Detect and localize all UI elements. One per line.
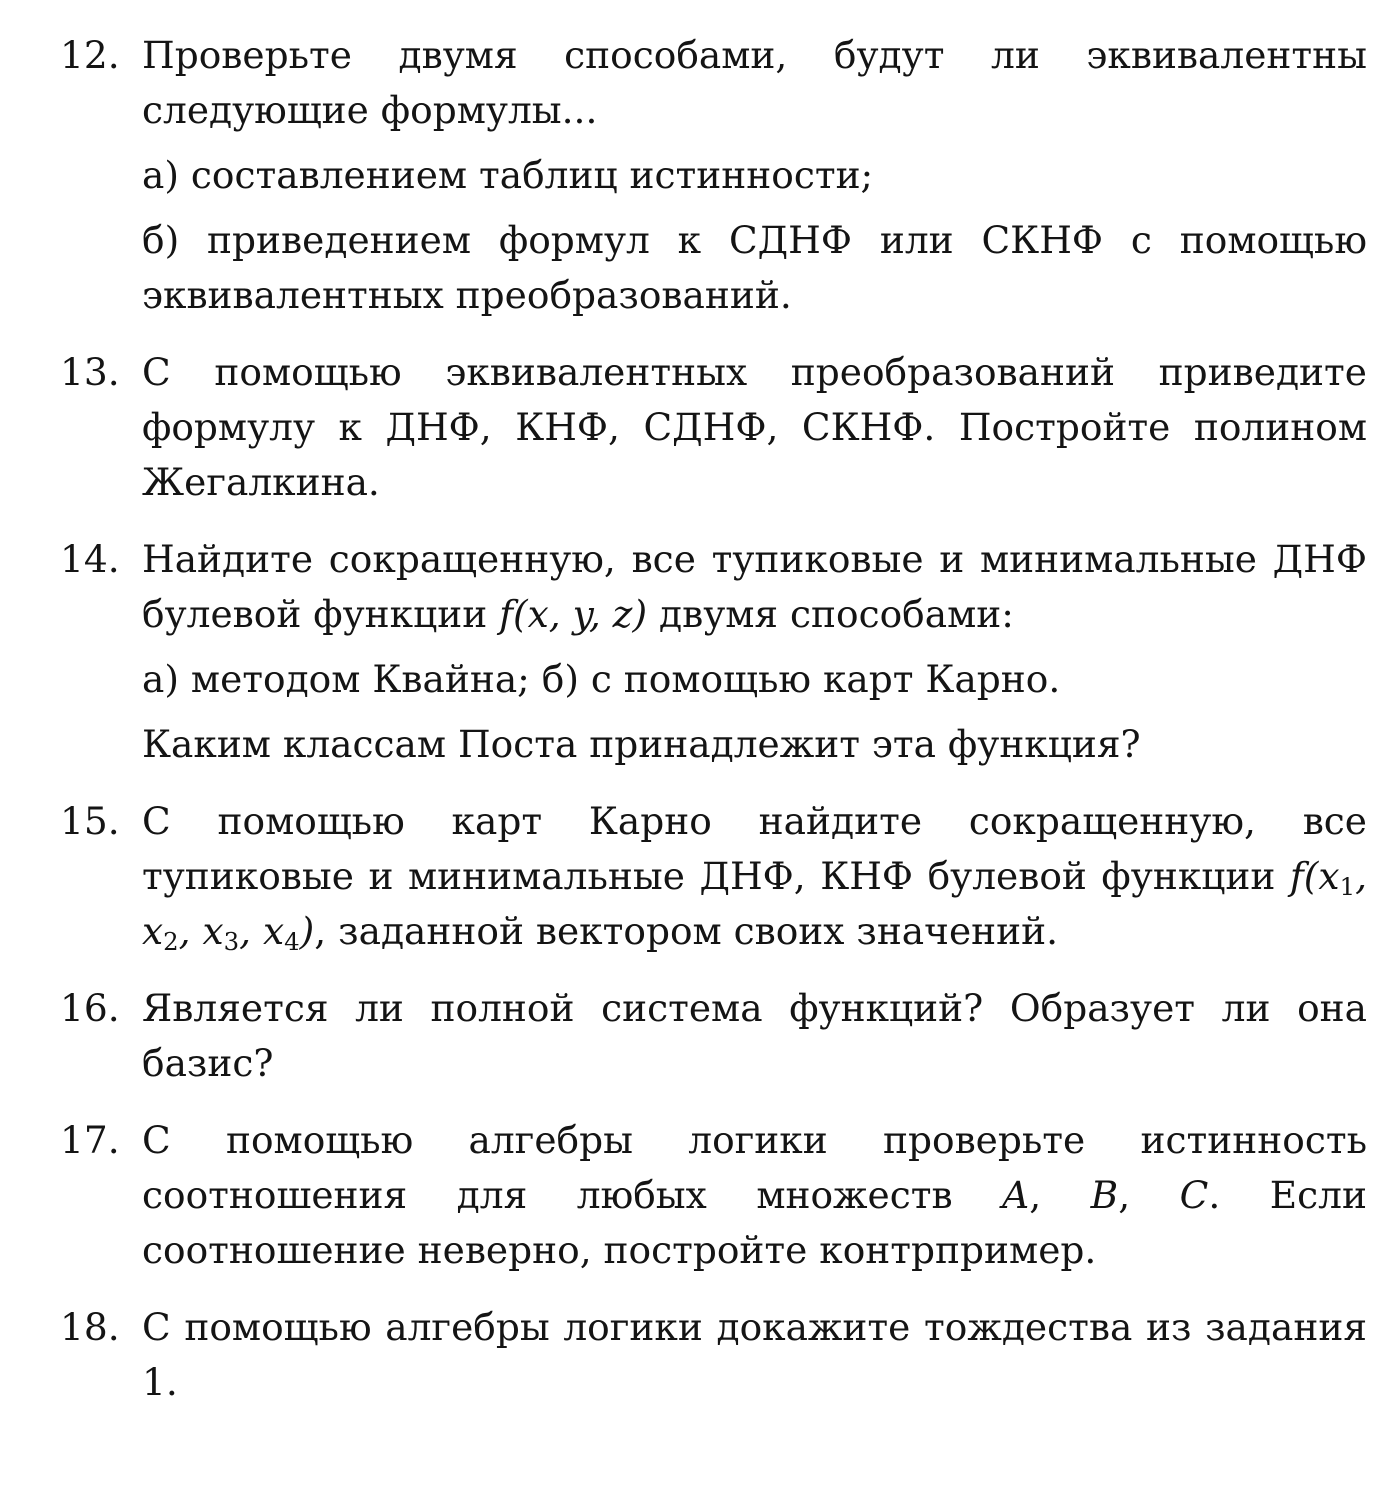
task-12 (60, 28, 1367, 323)
formula-part: , x (239, 909, 285, 953)
task-subitem-b: б) приведением формул к СДНФ или СКНФ с помощью эквивалентных преобразований. (142, 218, 1367, 317)
task-text-before: С помощью алгебры логики проверьте истинность соотношения для любых множеств (142, 1118, 1367, 1217)
set-a: A (1002, 1173, 1030, 1217)
formula-part: ) (299, 909, 315, 953)
set-c: C (1179, 1173, 1209, 1217)
task-text-before: Найдите сокращенную, все тупиковые и минимальные ДНФ булевой функции (142, 537, 1367, 636)
formula-part: , x (142, 854, 1367, 953)
formula-subscript: 2 (163, 927, 179, 957)
task-14 (60, 532, 1367, 772)
formula-subscript: 1 (1339, 872, 1356, 902)
task-number: 15. (60, 799, 120, 843)
task-number: 17. (60, 1118, 120, 1162)
task-text (142, 794, 1367, 959)
task-number: 13. (60, 350, 120, 394)
function-formula: f(x, y, z) (499, 592, 648, 636)
task-text (142, 532, 1367, 642)
task-15 (60, 794, 1367, 959)
task-text-after: . Если соотношение неверно, постройте контрпример. (142, 1173, 1367, 1272)
formula-subscript: 3 (223, 927, 240, 957)
task-question: Каким классам Поста принадлежит эта функция? (142, 722, 1141, 766)
task-number: 14. (60, 537, 120, 581)
task-text: С помощью эквивалентных преобразований приведите формулу к ДНФ, КНФ, СДНФ, СКНФ. Постройте полином Жегалкина. (142, 350, 1367, 504)
task-number: 18. (60, 1305, 120, 1349)
task-number: 16. (60, 986, 120, 1030)
task-text-after: двумя способами: (647, 592, 1014, 636)
formula-part: , x (178, 909, 224, 953)
task-18 (60, 1300, 1367, 1410)
task-number: 12. (60, 33, 120, 77)
task-text: Проверьте двумя способами, будут ли эквивалентны следующие формулы... (142, 33, 1367, 132)
task-13 (60, 345, 1367, 510)
task-17 (60, 1113, 1367, 1278)
task-16 (60, 981, 1367, 1091)
formula-part: f(x (1289, 854, 1340, 898)
task-text-after: , заданной вектором своих значений. (314, 909, 1059, 953)
task-text-before: С помощью карт Карно найдите сокращенную, все тупиковые и минимальные ДНФ, КНФ булевой функции (142, 799, 1367, 898)
task-subitem-a: а) составлением таблиц истинности; (142, 153, 874, 197)
formula-subscript: 4 (284, 927, 300, 957)
set-b: B (1090, 1173, 1119, 1217)
task-subitems: а) методом Квайна; б) с помощью карт Карно. (142, 657, 1061, 701)
task-text: С помощью алгебры логики докажите тождества из задания 1. (142, 1305, 1367, 1404)
task-text: С помощью алгебры логики проверьте истинность соотношения для любых множеств A, B, C. Если соотношение неверно, постройте контрпример. (142, 1118, 1367, 1272)
task-text: Является ли полной система функций? Образует ли она базис? (142, 986, 1367, 1085)
